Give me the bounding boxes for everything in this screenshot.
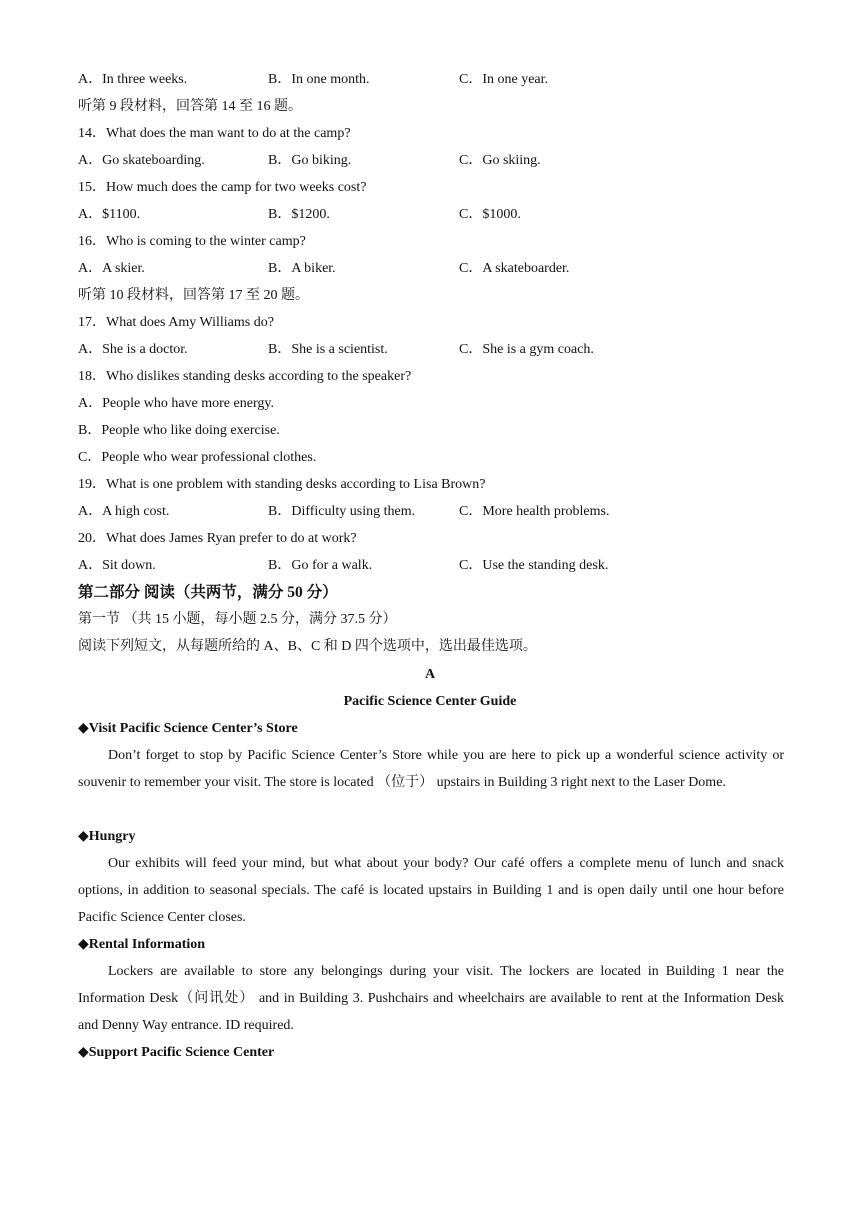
q13-option-b: B．In one month. (268, 72, 370, 87)
q20-option-b: B．Go for a walk. (268, 558, 373, 573)
q20-option-c: C．Use the standing desk. (459, 558, 609, 573)
material-9-instruction: 听第 9 段材料，回答第 14 至 16 题。 (78, 99, 302, 114)
q17-option-a: A．She is a doctor. (78, 342, 188, 357)
material-10-instruction: 听第 10 段材料，回答第 17 至 20 题。 (78, 288, 309, 303)
passage-letter: A (424, 667, 436, 682)
q13-option-a: A．In three weeks. (78, 72, 188, 87)
reading-instruction: 阅读下列短文，从每题所给的 A、B、C 和 D 四个选项中，选出最佳选项。 (78, 639, 537, 654)
q15-question: 15．How much does the camp for two weeks cost? (78, 180, 367, 195)
q18-question: 18．Who dislikes standing desks according to the speaker? (78, 369, 412, 384)
q16-question: 16．Who is coming to the winter camp? (78, 234, 306, 249)
passage-title: Pacific Science Center Guide (343, 694, 517, 709)
q15-option-c: C．$1000. (459, 207, 521, 222)
q19-question: 19．What is one problem with standing desks according to Lisa Brown? (78, 477, 486, 492)
q19-option-b: B．Difficulty using them. (268, 504, 416, 519)
q14-option-c: C．Go skiing. (459, 153, 541, 168)
q20-question: 20．What does James Ryan prefer to do at work? (78, 531, 357, 546)
q14-question: 14．What does the man want to do at the camp? (78, 126, 351, 141)
rental-heading: ◆Rental Information (78, 937, 206, 952)
store-heading: ◆Visit Pacific Science Center’s Store (78, 721, 298, 736)
q15-option-a: A．$1100. (78, 207, 141, 222)
q14-option-b: B．Go biking. (268, 153, 352, 168)
store-paragraph: Don’t forget to stop by Pacific Science Center’s Store while you are here to pick up a wonderful science activity or souvenir to remember your visit. The store is located （位于） upstairs in Building 3 right next to the Laser Dome. (78, 748, 784, 790)
q18-option-c: C．People who wear professional clothes. (78, 450, 317, 465)
q16-option-b: B．A biker. (268, 261, 336, 276)
support-heading: ◆Support Pacific Science Center (78, 1045, 275, 1060)
q16-option-a: A．A skier. (78, 261, 145, 276)
q15-option-b: B．$1200. (268, 207, 330, 222)
q17-question: 17．What does Amy Williams do? (78, 315, 274, 330)
q18-option-b: B．People who like doing exercise. (78, 423, 280, 438)
hungry-heading: ◆Hungry (78, 829, 136, 844)
q13-option-c: C．In one year. (459, 72, 549, 87)
q14-option-a: A．Go skateboarding. (78, 153, 205, 168)
section-1-info: 第一节 （共 15 小题，每小题 2.5 分，满分 37.5 分） (78, 612, 397, 627)
q20-option-a: A．Sit down. (78, 558, 156, 573)
hungry-paragraph: Our exhibits will feed your mind, but what about your body? Our café offers a complete menu of lunch and snack options, in addition to seasonal specials. The café is located upstairs in Building 1 and is open daily until one hour before Pacific Science Center closes. (78, 856, 784, 925)
q17-option-b: B．She is a scientist. (268, 342, 388, 357)
q18-option-a: A．People who have more energy. (78, 396, 274, 411)
part-2-title: 第二部分 阅读（共两节，满分 50 分） (78, 584, 338, 601)
q19-option-a: A．A high cost. (78, 504, 170, 519)
q16-option-c: C．A skateboarder. (459, 261, 570, 276)
q17-option-c: C．She is a gym coach. (459, 342, 594, 357)
rental-paragraph: Lockers are available to store any belongings during your visit. The lockers are located in Building 1 near the Information Desk（问讯处） and in Building 3. Pushchairs and wheelchairs are available to rent at the Information Desk and Denny Way entrance. ID required. (78, 964, 784, 1033)
q19-option-c: C．More health problems. (459, 504, 610, 519)
